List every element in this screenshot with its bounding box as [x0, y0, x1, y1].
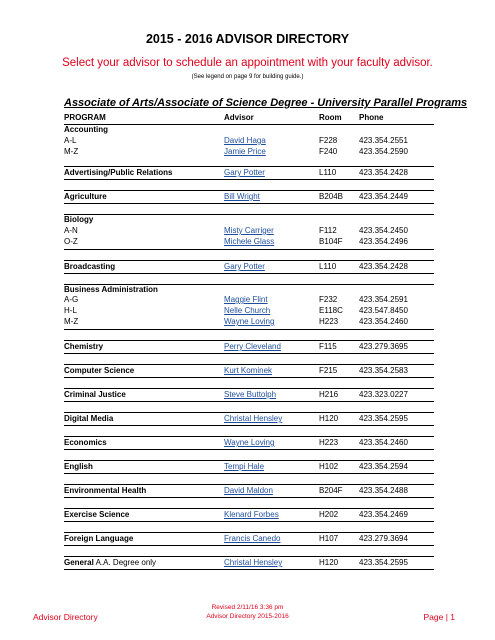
- advisor-link[interactable]: Maggie Flint: [224, 295, 268, 304]
- program-cell: Biology: [64, 215, 94, 224]
- phone-cell: 423.354.2428: [359, 168, 408, 177]
- phone-cell: 423.354.2460: [359, 317, 408, 326]
- phone-cell: 423.354.2583: [359, 366, 408, 375]
- table-row: [64, 226, 434, 236]
- advisor-link[interactable]: Steve Buttolph: [224, 390, 277, 399]
- table-row: [64, 486, 434, 496]
- phone-cell: 423.354.2450: [359, 226, 408, 235]
- table-row: [64, 295, 434, 305]
- program-cell: Criminal Justice: [64, 390, 126, 399]
- table-row: [64, 366, 434, 376]
- advisor-link[interactable]: Michele Glass: [224, 237, 275, 246]
- program-cell: A-G: [64, 295, 79, 304]
- table-row: [64, 317, 434, 327]
- program-cell: English: [64, 462, 93, 471]
- program-cell: Environmental Health: [64, 486, 147, 495]
- header-phone: Phone: [359, 113, 384, 122]
- room-cell: F215: [319, 366, 338, 375]
- table-row: [64, 262, 434, 272]
- program-cell: Digital Media: [64, 414, 114, 423]
- program-cell: M-Z: [64, 317, 79, 326]
- room-cell: F240: [319, 147, 338, 156]
- advisor-link[interactable]: Misty Carriger: [224, 226, 274, 235]
- advisor-link[interactable]: David Haga: [224, 136, 266, 145]
- table-row: [64, 414, 434, 424]
- phone-cell: 423.323.0227: [359, 390, 408, 399]
- header-advisor: Advisor: [224, 113, 254, 122]
- program-cell: M-Z: [64, 147, 79, 156]
- phone-cell: 423.354.2460: [359, 438, 408, 447]
- page-subtitle: Select your advisor to schedule an appointment with your faculty advisor.: [62, 57, 433, 69]
- phone-cell: 423.354.2428: [359, 262, 408, 271]
- room-cell: E118C: [319, 306, 343, 315]
- phone-cell: 423.279.3694: [359, 534, 408, 543]
- program-cell: Advertising/Public Relations: [64, 168, 173, 177]
- footer-left: Advisor Directory: [33, 612, 98, 622]
- program-cell: Economics: [64, 438, 107, 447]
- room-cell: H120: [319, 558, 339, 567]
- advisor-link[interactable]: Bill Wright: [224, 192, 260, 201]
- program-cell: Agriculture: [64, 192, 107, 201]
- advisor-link[interactable]: Gary Potter: [224, 262, 265, 271]
- advisor-link[interactable]: Nelle Church: [224, 306, 271, 315]
- phone-cell: 423.354.2496: [359, 237, 408, 246]
- program-cell: Foreign Language: [64, 534, 134, 543]
- room-cell: H102: [319, 462, 339, 471]
- header-room: Room: [319, 113, 342, 122]
- advisor-link[interactable]: Tempi Hale: [224, 462, 265, 471]
- advisor-link[interactable]: Jamie Price: [224, 147, 266, 156]
- program-cell: A-L: [64, 136, 77, 145]
- phone-cell: 423.354.2594: [359, 462, 408, 471]
- advisor-link[interactable]: Perry Cleveland: [224, 342, 281, 351]
- advisor-link[interactable]: David Maldon: [224, 486, 273, 495]
- table-header: [64, 113, 434, 125]
- section-heading: Associate of Arts/Associate of Science Degree - University Parallel Programs: [64, 97, 468, 109]
- room-cell: L110: [319, 262, 337, 271]
- room-cell: H223: [319, 317, 339, 326]
- legend-note: (See legend on page 9 for building guide.): [191, 74, 304, 80]
- table-row: [64, 306, 434, 316]
- phone-cell: 423.354.2449: [359, 192, 408, 201]
- program-cell: Broadcasting: [64, 262, 116, 271]
- table-row: [64, 192, 434, 202]
- program-cell: O-Z: [64, 237, 78, 246]
- advisor-link[interactable]: Christal Hensley: [224, 414, 283, 423]
- phone-cell: 423.354.2469: [359, 510, 408, 519]
- header-program: PROGRAM: [64, 113, 106, 122]
- table-row: [64, 168, 434, 178]
- table-row: [64, 147, 434, 157]
- program-cell-suffix: A.A. Degree only: [93, 558, 157, 567]
- table-row: [64, 534, 434, 544]
- phone-cell: 423.354.2551: [359, 136, 408, 145]
- room-cell: F232: [319, 295, 338, 304]
- room-cell: L110: [319, 168, 337, 177]
- footer-center: [0, 603, 495, 621]
- room-cell: B204B: [319, 192, 344, 201]
- program-cell: H-L: [64, 306, 77, 315]
- table-row: [64, 342, 434, 352]
- advisor-link[interactable]: Klenard Forbes: [224, 510, 279, 519]
- room-cell: B104F: [319, 237, 343, 246]
- program-cell: [64, 558, 156, 568]
- room-cell: F228: [319, 136, 338, 145]
- program-cell: Computer Science: [64, 366, 135, 375]
- footer-doc-name: Advisor Directory 2015-2016: [206, 613, 289, 620]
- advisor-link[interactable]: Wayne Loving: [224, 438, 275, 447]
- room-cell: H202: [319, 510, 339, 519]
- room-cell: H107: [319, 534, 339, 543]
- page-number: Page | 1: [423, 612, 455, 622]
- table-row: [64, 285, 434, 295]
- table-row: [64, 125, 434, 135]
- program-cell: Business Administration: [64, 285, 158, 294]
- phone-cell: 423.547.8450: [359, 306, 408, 315]
- phone-cell: 423.354.2488: [359, 486, 408, 495]
- phone-cell: 423.354.2595: [359, 558, 408, 567]
- room-cell: H223: [319, 438, 339, 447]
- room-cell: H120: [319, 414, 339, 423]
- room-cell: H216: [319, 390, 339, 399]
- advisor-link[interactable]: Wayne Loving: [224, 317, 275, 326]
- table-row: [64, 215, 434, 225]
- advisor-link[interactable]: Kurt Kominek: [224, 366, 273, 375]
- advisor-link[interactable]: Christal Hensley: [224, 558, 283, 567]
- table-row: [64, 390, 434, 400]
- table-row: [64, 136, 434, 146]
- page-title: 2015 - 2016 ADVISOR DIRECTORY: [145, 32, 350, 46]
- phone-cell: 423.354.2591: [359, 295, 408, 304]
- table-row: [64, 510, 434, 520]
- room-cell: F112: [319, 226, 337, 235]
- room-cell: F115: [319, 342, 337, 351]
- footer-revised: Revised 2/11/16 3:36 pm: [211, 604, 284, 611]
- advisor-link[interactable]: Francis Canedo: [224, 534, 281, 543]
- table-row: [64, 558, 434, 568]
- program-cell-bold: General: [64, 558, 94, 567]
- program-cell: A-N: [64, 226, 78, 235]
- phone-cell: 423.279.3695: [359, 342, 408, 351]
- program-cell: Accounting: [64, 125, 108, 134]
- table-row: [64, 462, 434, 472]
- program-cell: Exercise Science: [64, 510, 130, 519]
- table-row: [64, 237, 434, 247]
- phone-cell: 423.354.2595: [359, 414, 408, 423]
- phone-cell: 423.354.2590: [359, 147, 408, 156]
- program-cell: Chemistry: [64, 342, 104, 351]
- room-cell: B204F: [319, 486, 343, 495]
- advisor-link[interactable]: Gary Potter: [224, 168, 265, 177]
- table-row: [64, 438, 434, 448]
